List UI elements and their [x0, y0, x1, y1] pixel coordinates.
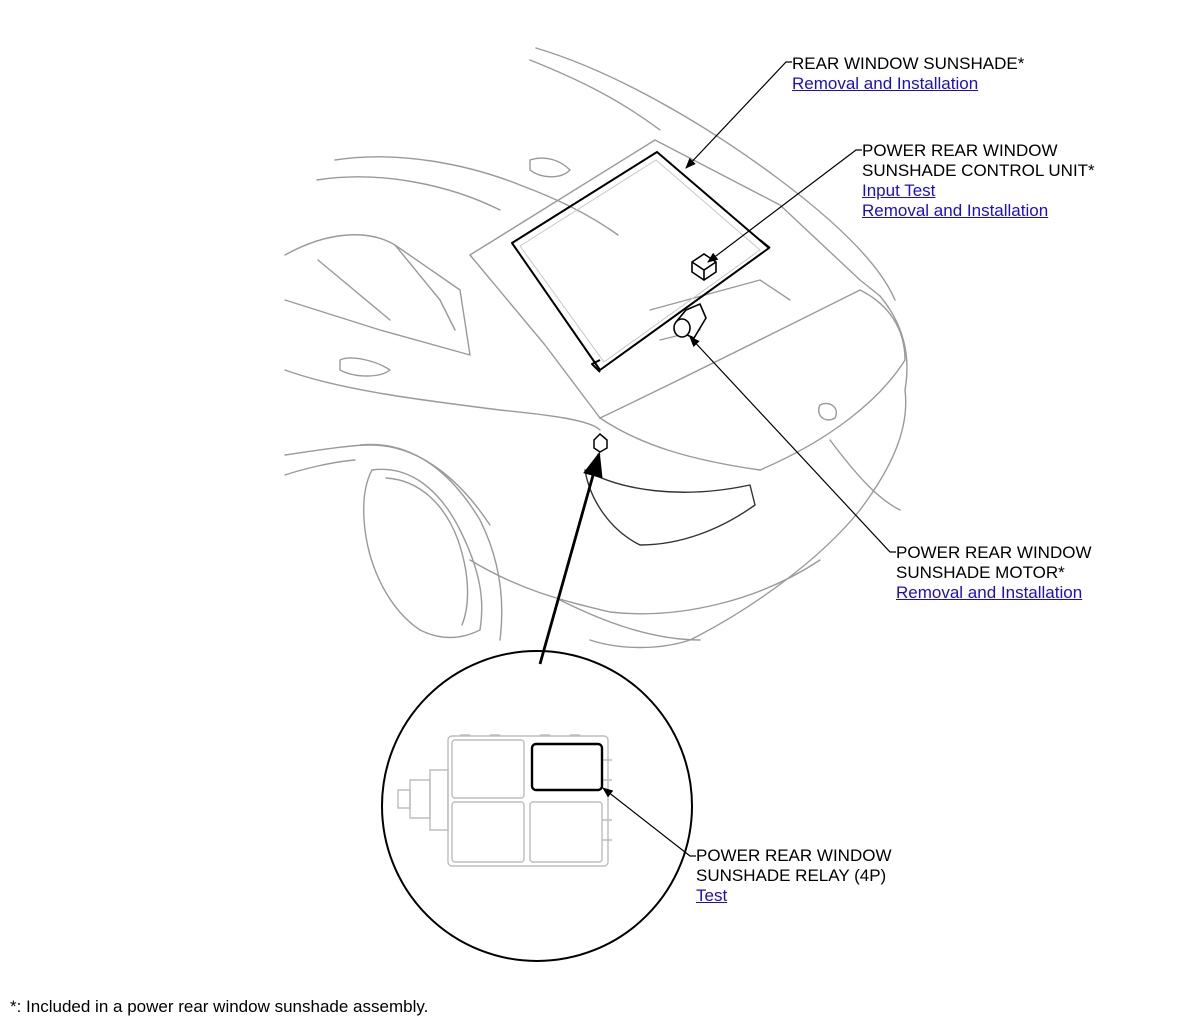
callout-title: SUNSHADE CONTROL UNIT*: [862, 161, 1095, 180]
callout-title: POWER REAR WINDOW: [896, 543, 1092, 562]
control-unit-removal-link[interactable]: Removal and Installation: [862, 201, 1049, 220]
relay-zoom-circle: [382, 651, 692, 961]
callout-title: SUNSHADE RELAY (4P): [696, 866, 887, 885]
sunshade-panel: [512, 152, 770, 372]
leader-control-unit: [708, 150, 862, 262]
callout-motor: [896, 543, 1092, 603]
callout-title: REAR WINDOW SUNSHADE*: [792, 54, 1025, 73]
sunshade-panel-inner: [520, 160, 760, 362]
callout-control-unit: [862, 141, 1095, 221]
sunshade-relay-icon: [532, 744, 602, 790]
callout-title: POWER REAR WINDOW: [862, 141, 1058, 160]
motor-icon: [674, 304, 706, 338]
callout-relay: [696, 846, 892, 906]
callout-title: SUNSHADE MOTOR*: [896, 563, 1065, 582]
leader-motor: [690, 337, 896, 552]
callout-rear-window-sunshade: [792, 54, 1024, 94]
relay-test-link[interactable]: Test: [696, 886, 728, 905]
control-unit-icon: [692, 254, 716, 280]
footnote: *: Included in a power rear window sunshade assembly.: [10, 997, 429, 1016]
callout-title: POWER REAR WINDOW: [696, 846, 892, 865]
relay-location-icon: [594, 434, 607, 452]
relay-zoom-pointer: [540, 454, 599, 664]
sunshade-removal-link[interactable]: Removal and Installation: [792, 74, 979, 93]
car-body: [285, 48, 907, 648]
leader-sunshade: [686, 62, 792, 168]
control-unit-input-test-link[interactable]: Input Test: [862, 181, 936, 200]
motor-removal-link[interactable]: Removal and Installation: [896, 583, 1083, 602]
